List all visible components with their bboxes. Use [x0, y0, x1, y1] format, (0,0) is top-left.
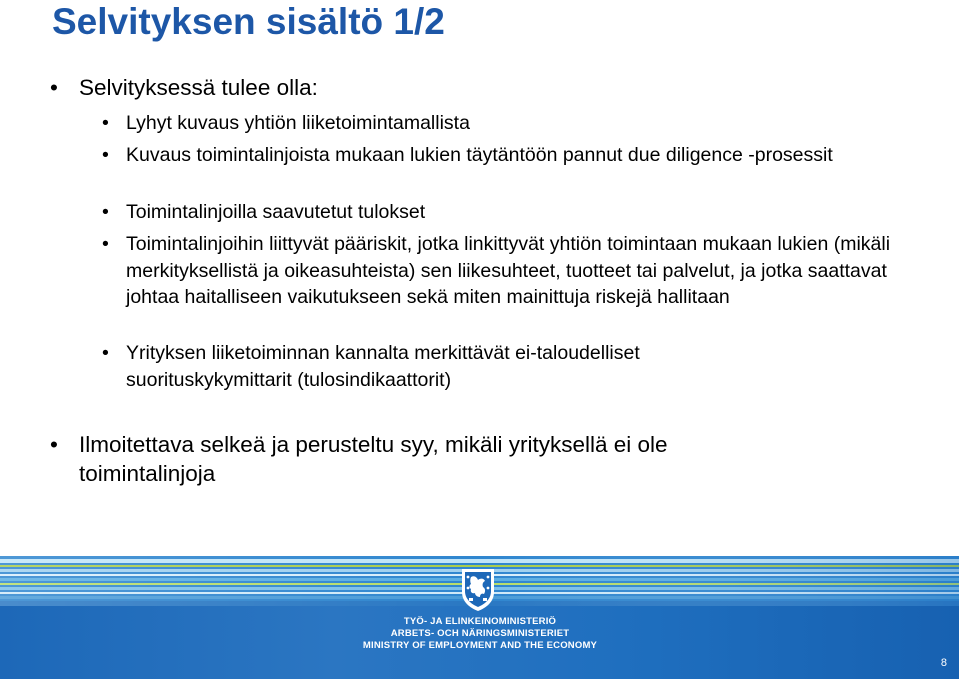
ministry-name-en: MINISTRY OF EMPLOYMENT AND THE ECONOMY: [362, 640, 598, 651]
finnish-lion-crest-icon: [458, 566, 498, 612]
slide-title: Selvityksen sisältö 1/2: [52, 1, 445, 42]
list-item: [102, 110, 912, 137]
list-item: [50, 430, 810, 488]
list-item: [102, 142, 892, 169]
ministry-name-fi: TYÖ- JA ELINKEINOMINISTERIÖ: [403, 616, 557, 627]
bullet-icon: •: [102, 342, 109, 364]
list-item-text: Toimintalinjoilla saavutetut tulokset: [126, 201, 426, 223]
list-item: [102, 340, 792, 393]
bullet-icon: •: [102, 201, 109, 223]
list-item-text: Selvityksessä tulee olla:: [79, 75, 318, 100]
ministry-name-sv: ARBETS- OCH NÄRINGSMINISTERIET: [390, 628, 570, 639]
list-item-text: Toimintalinjoihin liittyvät pääriskit, jotka linkittyvät yhtiön toimintaan mukaan lukien (mikäli merkityksellistä ja oikeasuhteista) sen liikesuhteet, tuotteet tai palvelut, ja jotka saattavat johtaa haitalliseen vaikutukseen sekä miten mainittuja riskejä hallitaan: [126, 233, 891, 308]
bullet-icon: •: [50, 75, 58, 100]
list-item-text: Kuvaus toimintalinjoista mukaan lukien täytäntöön pannut due diligence -prosessit: [126, 144, 833, 166]
bullet-icon: •: [102, 112, 109, 134]
list-item: [50, 73, 910, 102]
bullet-icon: •: [50, 432, 58, 457]
list-item-text: Yrityksen liiketoiminnan kannalta merkittävät ei-taloudelliset suorituskykymittarit (tulosindikaattorit): [126, 342, 640, 391]
list-item-text: Lyhyt kuvaus yhtiön liiketoimintamallista: [126, 112, 470, 134]
list-item-text: Ilmoitettava selkeä ja perusteltu syy, mikäli yrityksellä ei ole toimintalinjoja: [79, 432, 668, 486]
list-item: [102, 231, 912, 311]
bullet-icon: •: [102, 233, 109, 255]
bullet-icon: •: [102, 144, 109, 166]
list-item: [102, 199, 912, 226]
page-number: 8: [940, 657, 947, 669]
